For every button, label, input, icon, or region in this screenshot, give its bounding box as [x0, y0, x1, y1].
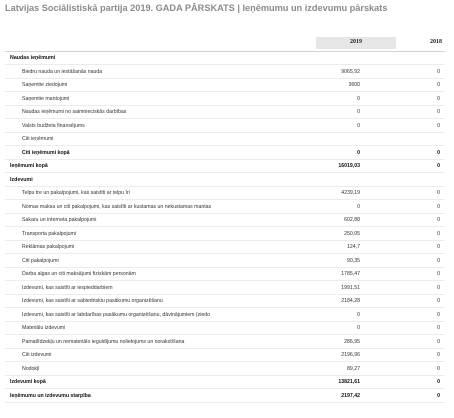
value-2018: 0: [437, 95, 440, 102]
table-row: [5, 79, 445, 92]
row-label: Nomas maksa un citi pakalpojumi, kas saistīti ar kustamas un nekustamas mantas: [22, 203, 212, 210]
value-2019: 89,27: [347, 365, 360, 372]
row-label: Citi ieņēmumi: [22, 136, 54, 143]
row-label: Naudas ieņēmumi no saimnieciskās darbības: [22, 109, 127, 116]
table-row: [5, 255, 445, 268]
value-2018: 0: [437, 392, 440, 399]
value-2018: 0: [437, 271, 440, 278]
value-2019: 0: [357, 149, 360, 156]
row-label: Sakaru un interneta pakalpojumi: [22, 217, 97, 224]
value-2019: 2184,28: [341, 298, 360, 305]
row-label: Saņemtie mantojumi: [22, 95, 70, 102]
value-2018: 0: [437, 257, 440, 264]
column-header-2018: 2018: [430, 39, 442, 45]
table-row: [5, 187, 445, 200]
row-label: Izdevumi kopā: [10, 379, 46, 386]
value-2019: 0: [357, 122, 360, 129]
value-2018: 0: [437, 163, 440, 170]
value-2019: 1991,51: [341, 284, 360, 291]
row-label: Telpu tre un pakalpojumi, kas saistīti ar telpu īri: [22, 190, 130, 197]
value-2018: 0: [437, 365, 440, 372]
table-row: [5, 241, 445, 254]
table-row: [5, 349, 445, 362]
table-row: [5, 376, 445, 389]
value-2019: 2196,96: [341, 352, 360, 359]
value-2018: 0: [437, 379, 440, 386]
value-2019: 0: [357, 311, 360, 318]
row-label: Transporta pakalpojumi: [22, 230, 77, 237]
row-label: Citi ieņēmumi kopā: [22, 149, 70, 156]
value-2019: 0: [357, 203, 360, 210]
value-2018: 0: [437, 230, 440, 237]
value-2018: 0: [437, 122, 440, 129]
value-2019: 124,7: [347, 244, 360, 251]
value-2019: 4239,19: [341, 190, 360, 197]
row-label: Naudas ieņēmumi: [10, 55, 56, 62]
table-row: [5, 309, 445, 322]
value-2018: 0: [437, 190, 440, 197]
table-row: [5, 160, 445, 173]
row-label: Valsts budžeta finansējums: [22, 122, 85, 129]
table-row: [5, 93, 445, 106]
row-label: Citi izdevumi: [22, 352, 52, 359]
page-title: Latvijas Sociālistiskā partija 2019. GADA PĀRSKATS | Ieņēmumu un izdevumu pārskats: [5, 3, 388, 13]
value-2019: 9065,92: [341, 68, 360, 75]
table-row: [5, 268, 445, 281]
row-label: Izdevumi, kas saistīti ar iespieddarbiem: [22, 284, 113, 291]
value-2018: 0: [437, 338, 440, 345]
table-row: [5, 201, 445, 214]
row-label: Saņemtie ziedojumi: [22, 82, 68, 89]
table-row: [5, 322, 445, 335]
table-row: [5, 295, 445, 308]
value-2019: 2197,42: [341, 392, 360, 399]
row-label: Reklāmas pakalpojumi: [22, 244, 75, 251]
table-row: [5, 52, 445, 65]
row-label: Ieņēmumi kopā: [10, 163, 48, 170]
row-label: Darba algas un citi maksājumi fiziskām personām: [22, 271, 136, 278]
value-2019: 0: [357, 95, 360, 102]
row-label: Izdevumi: [10, 176, 33, 183]
row-label: Pamatlīdzekļu un nemateriālo ieguldījumu nolietojums un norakstīšana: [22, 338, 185, 345]
row-label: Ieņēmumu un izdevumu starpība: [10, 392, 91, 399]
value-2018: 0: [437, 284, 440, 291]
row-label: Biedru nauda un iestāšanās nauda: [22, 68, 103, 75]
value-2018: 0: [437, 203, 440, 210]
table-row: [5, 282, 445, 295]
value-2019: 16019,03: [338, 163, 360, 170]
table-row: [5, 120, 445, 133]
column-header-2019: 2019: [350, 39, 362, 45]
table-row: [5, 147, 445, 160]
value-2019: 1785,47: [341, 271, 360, 278]
table-row: [5, 228, 445, 241]
value-2019: 13821,61: [338, 379, 360, 386]
value-2019: 0: [357, 325, 360, 332]
value-2019: 90,35: [347, 257, 360, 264]
value-2019: 286,95: [344, 338, 360, 345]
value-2018: 0: [437, 298, 440, 305]
value-2018: 0: [437, 217, 440, 224]
table-row: [5, 66, 445, 79]
value-2018: 0: [437, 109, 440, 116]
value-2019: 3600: [348, 82, 360, 89]
value-2018: 0: [437, 352, 440, 359]
row-label: Citi pakalpojumi: [22, 257, 59, 264]
value-2018: 0: [437, 68, 440, 75]
value-2019: 0: [357, 109, 360, 116]
table-row: [5, 106, 445, 119]
table-row: [5, 363, 445, 376]
row-label: Nodokļi: [22, 365, 40, 372]
value-2019: 602,88: [344, 217, 360, 224]
value-2018: 0: [437, 311, 440, 318]
table-row: [5, 336, 445, 349]
table-row: [5, 174, 445, 187]
value-2019: 250,05: [344, 230, 360, 237]
value-2018: 0: [437, 325, 440, 332]
value-2018: 0: [437, 82, 440, 89]
table-row: [5, 133, 445, 146]
value-2018: 0: [437, 149, 440, 156]
table-row: [5, 214, 445, 227]
value-2018: 0: [437, 244, 440, 251]
row-label: Izdevumi, kas saistīti ar labdarības pasākumu organizēšanu, dāvinājumiem (ziedo: [22, 311, 210, 318]
row-label: Izdevumi, kas saistīti ar sabiedriskiu pasākumu organizēšanu: [22, 298, 163, 305]
table-row: [5, 390, 445, 403]
row-label: Materiālu izdevumi: [22, 325, 66, 332]
